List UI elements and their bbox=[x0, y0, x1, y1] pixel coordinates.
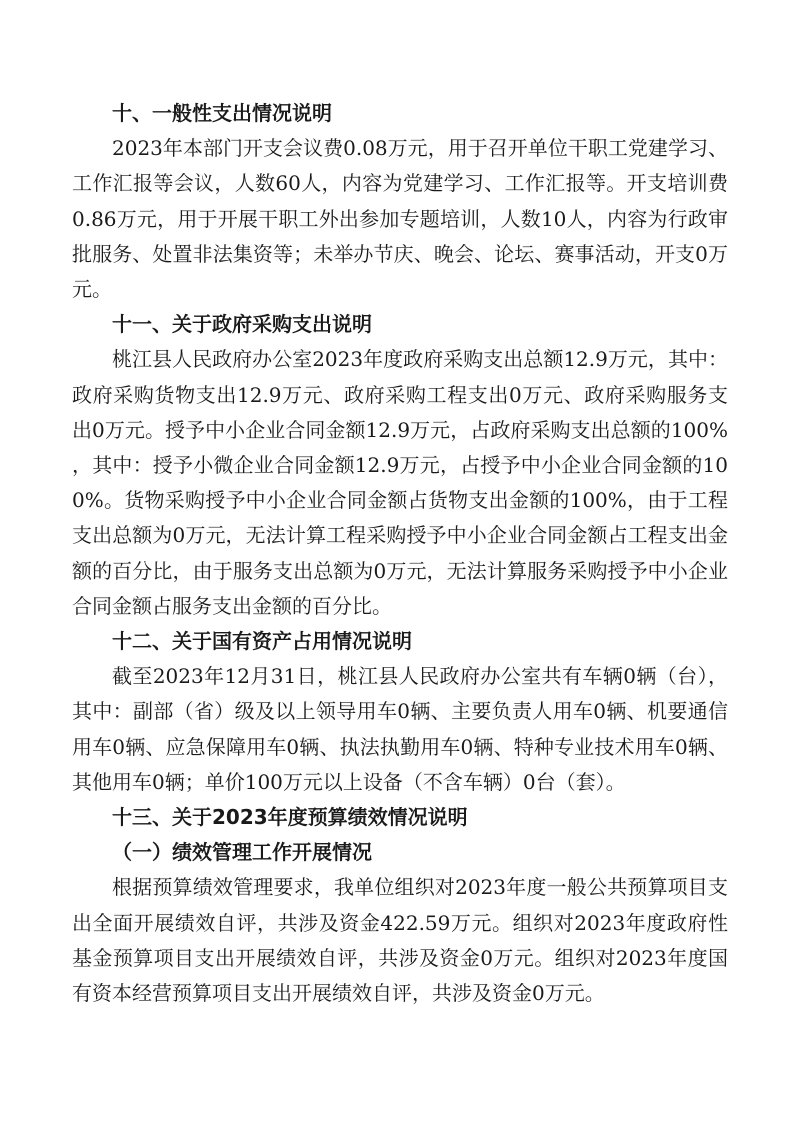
section-10-heading: 十、一般性支出情况说明 bbox=[112, 101, 332, 125]
document-page bbox=[72, 96, 728, 1011]
section-11-heading: 十一、关于政府采购支出说明 bbox=[112, 312, 372, 337]
section-13-paragraph: 根据预算绩效管理要求，我单位组织对2023年度一般公共预算项目支出全面开展绩效自评，共涉及资金422.59万元。组织对2023年度政府性基金预算项目支出开展绩效自评，共涉及资金0万元。组织对2023年度国有资本经营预算项目支出开展绩效自评，共涉及资金0万元。 bbox=[72, 875, 728, 1006]
section-13-subheading: （一）绩效管理工作开展情况 bbox=[112, 840, 372, 865]
section-13-heading: 十三、关于2023年度预算绩效情况说明 bbox=[112, 805, 468, 830]
section-12-heading: 十二、关于国有资产占用情况说明 bbox=[112, 629, 412, 654]
section-11-paragraph: 桃江县人民政府办公室2023年度政府采购支出总额12.9万元，其中：政府采购货物支出12.9万元、政府采购工程支出0万元、政府采购服务支出0万元。授予中小企业合同金额12.9万元，占政府采购支出总额的100%，其中：授予小微企业合同金额12.9万元，占授予中小企业合同金额的100%。货物采购授予中小企业合同金额占货物支出金额的100%，由于工程支出总额为0万元，无法计算工程采购授予中小企业合同金额占工程支出金额的百分比，由于服务支出总额为0万元，无法计算服务采购授予中小企业合同金额占服务支出金额的百分比。 bbox=[72, 347, 728, 618]
section-10-paragraph: 2023年本部门开支会议费0.08万元，用于召开单位干职工党建学习、工作汇报等会议，人数60人，内容为党建学习、工作汇报等。开支培训费0.86万元，用于开展干职工外出参加专题培训，人数10人，内容为行政审批服务、处置非法集资等；未举办节庆、晚会、论坛、赛事活动，开支0万元。 bbox=[72, 136, 728, 302]
section-12-paragraph: 截至2023年12月31日，桃江县人民政府办公室共有车辆0辆（台），其中：副部（省）级及以上领导用车0辆、主要负责人用车0辆、机要通信用车0辆、应急保障用车0辆、执法执勤用车0辆、特种专业技术用车0辆、其他用车0辆；单价100万元以上设备（不含车辆）0台（套）。 bbox=[72, 664, 728, 794]
